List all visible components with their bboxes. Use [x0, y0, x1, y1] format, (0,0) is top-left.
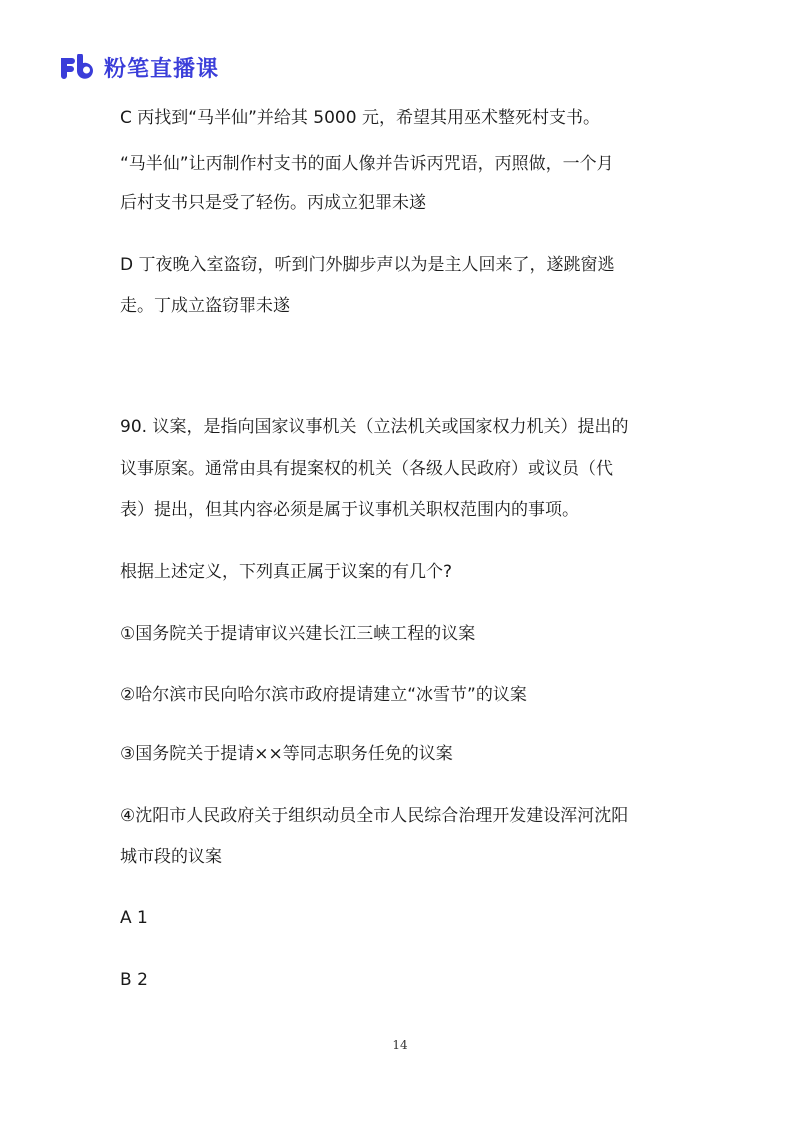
option-d-line-1: D 丁夜晚入室盗窃，听到门外脚步声以为是主人回来了，遂跳窗逃 [120, 255, 615, 275]
question-item-3: ③国务院关于提请××等同志职务任免的议案 [120, 744, 453, 764]
page-number: 14 [392, 1038, 408, 1052]
logo-text: 粉笔直播课 [104, 56, 220, 82]
answer-choice-a: A 1 [120, 908, 148, 928]
option-d-line-2: 走。丁成立盗窃罪未遂 [120, 296, 290, 316]
fenbi-logo-icon [58, 54, 96, 80]
option-c-line-1: C 丙找到“马半仙”并给其 5000 元，希望其用巫术整死村支书。 [120, 108, 600, 128]
question-item-2: ②哈尔滨市民向哈尔滨市政府提请建立“冰雪节”的议案 [120, 685, 527, 705]
brand-logo [58, 52, 219, 82]
question-item-4-line-2: 城市段的议案 [120, 847, 222, 867]
question-item-4-line-1: ④沈阳市人民政府关于组织动员全市人民综合治理开发建设浑河沈阳 [120, 806, 629, 826]
option-c-line-3: 后村支书只是受了轻伤。丙成立犯罪未遂 [120, 193, 426, 213]
answer-choice-b: B 2 [120, 970, 148, 990]
question-prompt: 根据上述定义，下列真正属于议案的有几个? [120, 562, 453, 582]
question-90-stem-line-3: 表）提出，但其内容必须是属于议事机关职权范围内的事项。 [120, 500, 579, 520]
option-c-line-2: “马半仙”让丙制作村支书的面人像并告诉丙咒语，丙照做，一个月 [120, 154, 614, 174]
question-90-stem-line-2: 议事原案。通常由具有提案权的机关（各级人民政府）或议员（代 [120, 459, 613, 479]
question-90-stem-line-1: 90. 议案，是指向国家议事机关（立法机关或国家权力机关）提出的 [120, 417, 629, 437]
question-item-1: ①国务院关于提请审议兴建长江三峡工程的议案 [120, 624, 476, 644]
